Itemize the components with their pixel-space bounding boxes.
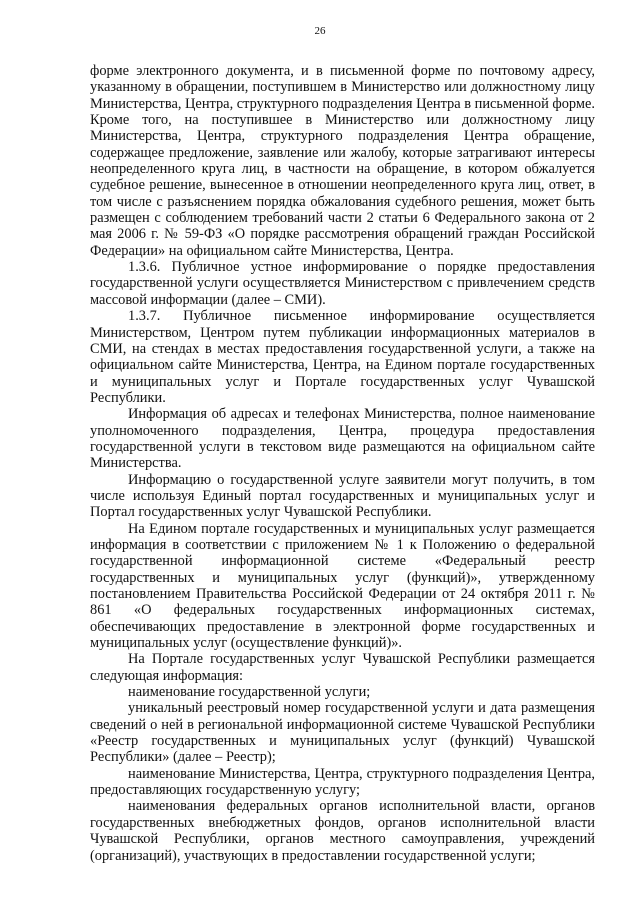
list-item: уникальный реестровый номер государственной услуги и дата размещения сведений о ней в региональной информационной системе Чувашской Республики «Реестр государственных и муниципальных услуг (функций) Чувашской Республики» (далее – Реестр); [90,700,595,766]
paragraph: 1.3.6. Публичное устное информирование о порядке предоставления государственной услуги осуществляется Министерством с привлечением средств массовой информации (далее – СМИ). [90,259,595,308]
paragraph: На Едином портале государственных и муниципальных услуг размещается информация в соответствии с приложением № 1 к Положению о федеральной государственной информационной системе «Федеральный реестр государственных и муниципальных услуг (функций)», утвержденному постановлением Правительства Российской Федерации от 24 октября 2011 г. № 861 «О федеральных государственных информационных системах, обеспечивающих предоставление в электронной форме государственных и муниципальных услуг (осуществление функций)». [90,520,595,652]
list-item: наименование Министерства, Центра, структурного подразделения Центра, предоставляющих государственную услугу; [90,765,595,799]
paragraph: На Портале государственных услуг Чувашской Республики размещается следующая информация: [90,651,595,684]
list-item: наименование государственной услуги; [128,684,371,701]
paragraph: Информация об адресах и телефонах Министерства, полное наименование уполномоченного подразделения, Центра, процедура предоставления государственной услуги в текстовом виде размещаются на официальном сайте Министерства. [90,406,595,472]
list-item: наименования федеральных органов исполнительной власти, органов государственных внебюджетных фондов, органов исполнительной власти Чувашской Республики, органов местного самоуправления, учреждений (организаций), участвующих в предоставлении государственной услуги; [90,798,595,864]
paragraph: Информацию о государственной услуге заявители могут получить, в том числе используя Единый портал государственных и муниципальных услуг и Портал государственных услуг Чувашской Республики. [90,471,595,521]
document-body [90,63,595,864]
page-number: 26 [314,25,326,37]
paragraph: форме электронного документа, и в письменной форме по почтовому адресу, указанному в обращении, поступившем в Министерство или должностному лицу Министерства, Центра, структурного подразделения Центра в письменной форме. Кроме того, на поступившее в Министерство или должностному лицу Министерства, Центра, структурного подразделения Центра обращение, содержащее предложение, заявление или жалобу, которые затрагивают интересы неопределенного круга лиц, в частности на обращение, в котором обжалуется судебное решение, вынесенное в отношении неопределенного круга лиц, ответ, в том числе с разъяснением порядка обжалования судебного решения, может быть размещен с соблюдением требований части 2 статьи 6 Федерального закона от 2 мая 2006 г. № 59-ФЗ «О порядке рассмотрения обращений граждан Российской Федерации» на официальном сайте Министерства, Центра. [90,63,595,259]
paragraph: 1.3.7. Публичное письменное информирование осуществляется Министерством, Центром путем публикации информационных материалов в СМИ, на стендах в местах предоставления государственной услуги, а также на официальном сайте Министерства, Центра, на Едином портале государственных и муниципальных услуг и Портале государственных услуг Чувашской Республики. [90,308,595,406]
